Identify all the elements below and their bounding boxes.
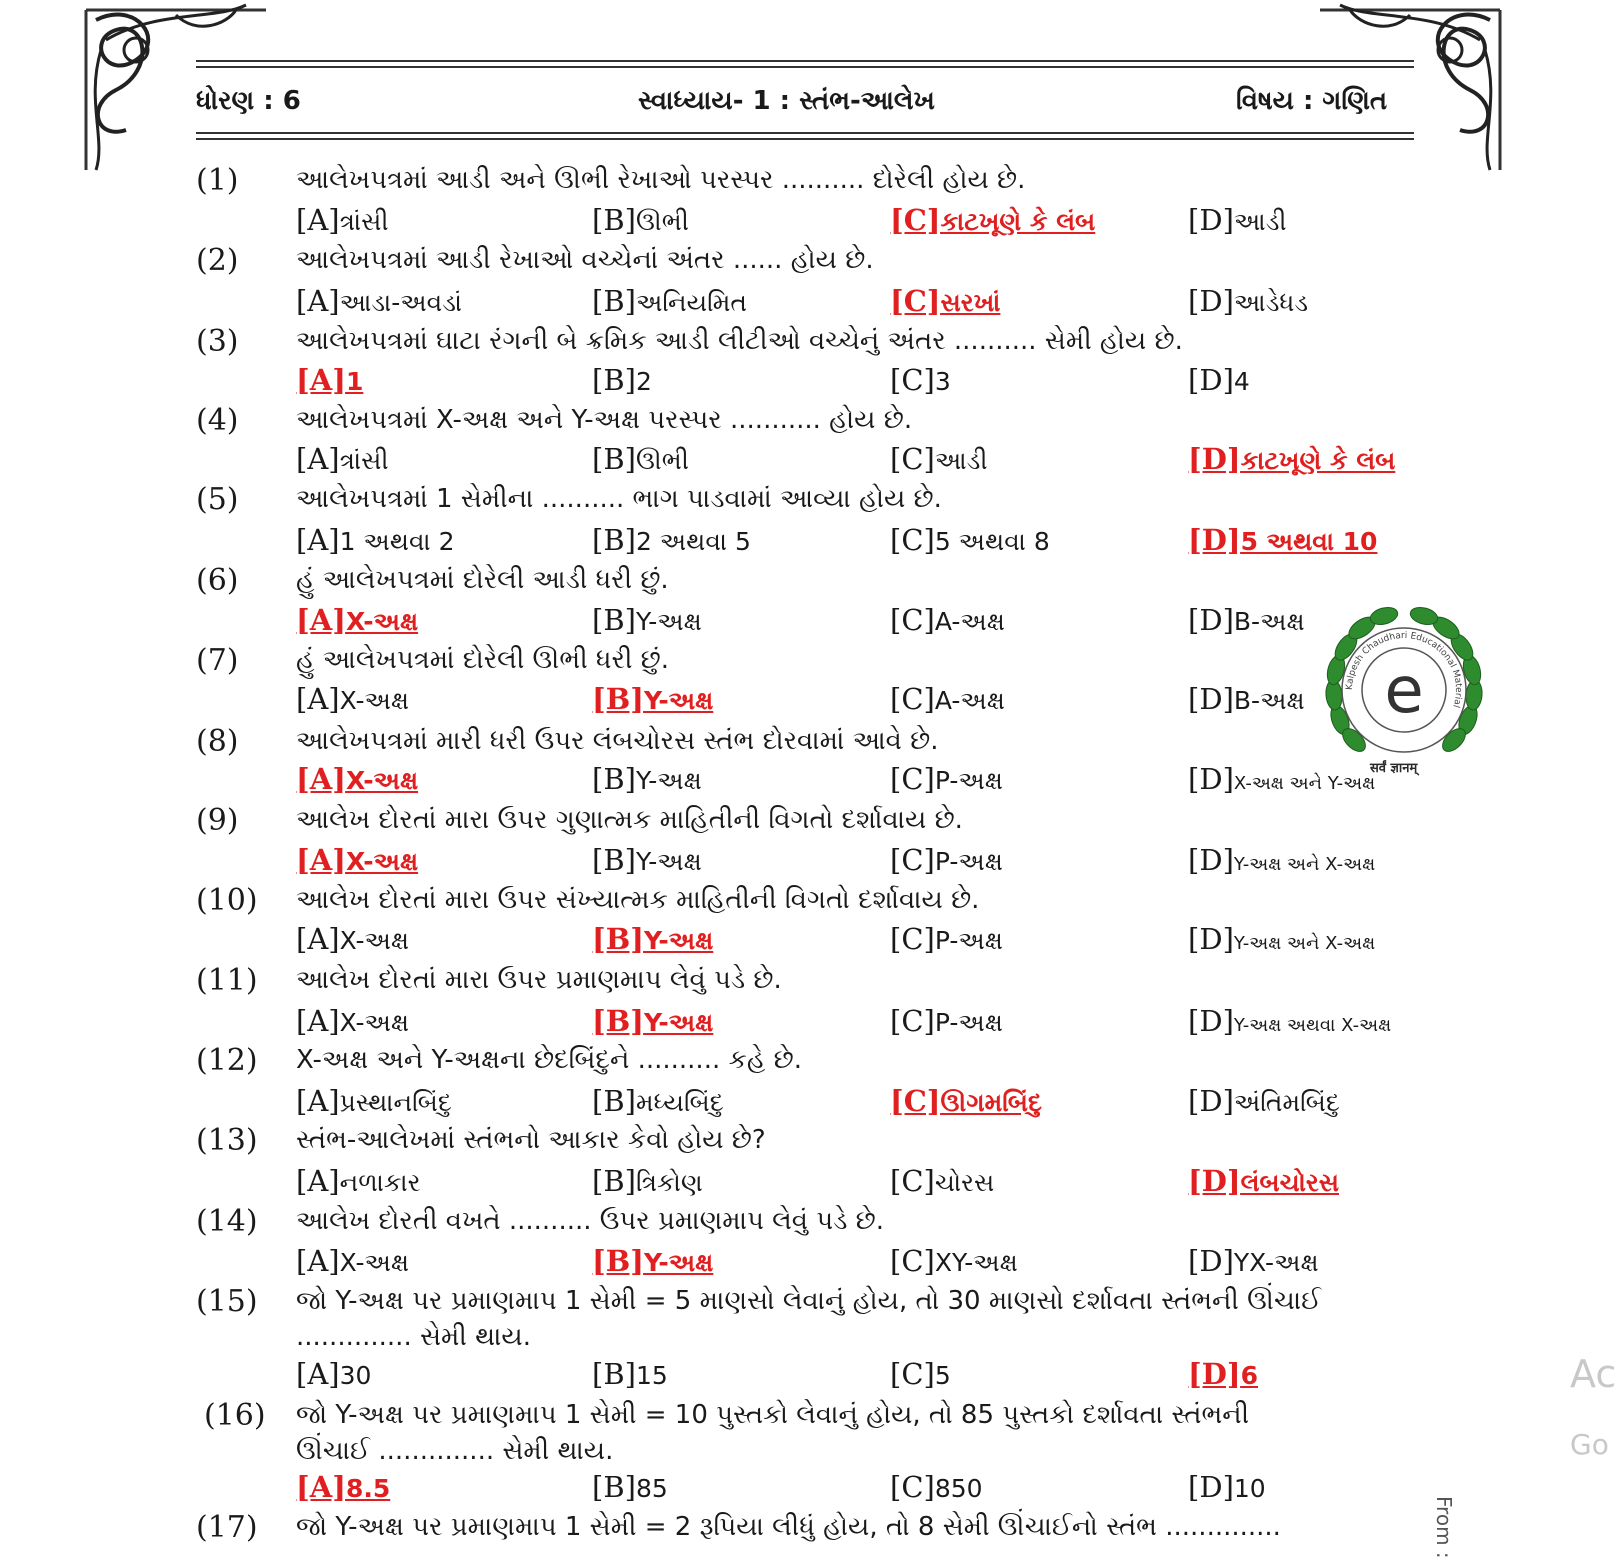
- option-label: [B]: [592, 363, 636, 397]
- option-d[interactable]: [1188, 922, 1375, 956]
- option-text: 30: [339, 1361, 372, 1390]
- question-text: આલેખપત્રમાં આડી રેખાઓ વચ્ચેનાં અંતર ...... હોય છે.: [296, 245, 874, 275]
- option-text: B-અક્ષ: [1233, 607, 1305, 636]
- option-a[interactable]: [296, 1164, 421, 1198]
- option-text: X-અક્ષ: [339, 1008, 410, 1037]
- question-text: સ્તંભ-આલેખમાં સ્તંભનો આકાર કેવો હોય છે?: [296, 1125, 766, 1155]
- option-c[interactable]: [890, 922, 1003, 956]
- option-b[interactable]: [592, 1164, 703, 1198]
- option-c[interactable]: [890, 284, 1000, 318]
- option-a[interactable]: [296, 762, 418, 796]
- question-number: (4): [196, 403, 239, 438]
- option-c[interactable]: [890, 523, 1050, 557]
- option-b[interactable]: [592, 1004, 713, 1038]
- option-a[interactable]: [296, 603, 418, 637]
- question-text: આલેખપત્રમાં X-અક્ષ અને Y-અક્ષ પરસ્પર ........... હોય છે.: [296, 405, 913, 435]
- option-text: P-અક્ષ: [934, 847, 1003, 876]
- question-text: .............. સેમી થાય.: [296, 1322, 531, 1352]
- option-d[interactable]: [1188, 203, 1287, 237]
- question-text: ઊંચાઈ .............. સેમી થાય.: [296, 1436, 614, 1466]
- option-label: [C]: [890, 1004, 935, 1038]
- option-c[interactable]: [890, 1164, 994, 1198]
- option-label: [C]: [890, 1470, 935, 1504]
- option-text: 4: [1233, 367, 1250, 396]
- option-b[interactable]: [592, 1084, 724, 1118]
- question-number: (5): [196, 482, 239, 517]
- option-a[interactable]: [296, 682, 409, 716]
- header-subject: વિષય : ગણિત: [1236, 86, 1388, 116]
- option-d[interactable]: [1188, 682, 1305, 716]
- option-label: [A]: [296, 1357, 340, 1391]
- question-text: આલેખપત્રમાં આડી અને ઊભી રેખાઓ પરસ્પર .......... દોરેલી હોય છે.: [296, 165, 1026, 195]
- question-text: જો Y-અક્ષ પર પ્રમાણમાપ 1 સેમી = 10 પુસ્તકો લેવાનું હોય, તો 85 પુસ્તકો દર્શાવતા સ્તંભની: [296, 1400, 1250, 1430]
- option-text: 5 અથવા 8: [934, 527, 1050, 556]
- question-number: (6): [196, 563, 239, 598]
- option-text: X-અક્ષ: [339, 1248, 410, 1277]
- option-a[interactable]: [296, 1470, 390, 1504]
- option-text: 85: [635, 1474, 668, 1503]
- option-text: X-અક્ષ: [339, 926, 410, 955]
- question-text: આલેખ દોરતી વખતે .......... ઉપર પ્રમાણમાપ લેવું પડે છે.: [296, 1206, 885, 1236]
- option-label: [D]: [1188, 1357, 1241, 1391]
- question-text: આલેખ દોરતાં મારા ઉપર ગુણાત્મક માહિતીની વિગતો દર્શાવાય છે.: [296, 805, 963, 835]
- option-label: [C]: [890, 203, 941, 237]
- option-label: [D]: [1188, 922, 1234, 956]
- option-text: X-અક્ષ: [339, 686, 410, 715]
- option-c[interactable]: [890, 1004, 1003, 1038]
- option-c[interactable]: [890, 1084, 1042, 1118]
- option-label: [C]: [890, 922, 935, 956]
- option-label: [D]: [1188, 523, 1241, 557]
- option-label: [D]: [1188, 843, 1234, 877]
- option-label: [A]: [296, 1244, 340, 1278]
- option-label: [C]: [890, 442, 935, 476]
- option-d[interactable]: [1188, 442, 1395, 476]
- option-label: [B]: [592, 1357, 636, 1391]
- question-number: (7): [196, 643, 239, 678]
- option-label: [C]: [890, 1357, 935, 1391]
- option-c[interactable]: [890, 1244, 1018, 1278]
- question-text: આલેખ દોરતાં મારા ઉપર પ્રમાણમાપ લેવું પડે છે.: [296, 965, 782, 995]
- question-number: (14): [196, 1204, 258, 1239]
- option-text: ઊગમબિંદુ: [940, 1088, 1042, 1117]
- option-label: [B]: [592, 682, 644, 716]
- header-rule-bottom: [196, 132, 1414, 140]
- option-label: [A]: [296, 922, 340, 956]
- option-text: અનિયમિત: [635, 288, 747, 317]
- option-c[interactable]: [890, 442, 988, 476]
- option-text: P-અક્ષ: [934, 766, 1003, 795]
- question-text: આલેખ દોરતાં મારા ઉપર સંખ્યાત્મક માહિતીની વિગતો દર્શાવાય છે.: [296, 885, 980, 915]
- option-label: [A]: [296, 1084, 340, 1118]
- option-label: [C]: [890, 1164, 935, 1198]
- option-text: B-અક્ષ: [1233, 686, 1305, 715]
- option-label: [D]: [1188, 603, 1234, 637]
- option-c[interactable]: [890, 682, 1005, 716]
- option-label: [D]: [1188, 442, 1241, 476]
- option-label: [A]: [296, 1164, 340, 1198]
- option-text: 3: [934, 367, 951, 396]
- option-label: [C]: [890, 762, 935, 796]
- option-label: [C]: [890, 682, 935, 716]
- option-text: P-અક્ષ: [934, 926, 1003, 955]
- option-text: P-અક્ષ: [934, 1008, 1003, 1037]
- header-rule-top: [196, 60, 1414, 68]
- option-b[interactable]: [592, 284, 747, 318]
- option-text: X-અક્ષ: [345, 607, 419, 636]
- question-number: (15): [196, 1284, 258, 1319]
- option-label: [D]: [1188, 1084, 1234, 1118]
- option-text: સરખાં: [940, 288, 1001, 317]
- option-b[interactable]: [592, 523, 751, 557]
- option-label: [D]: [1188, 1244, 1234, 1278]
- question-number: (9): [196, 803, 239, 838]
- option-label: [A]: [296, 762, 346, 796]
- option-label: [C]: [890, 843, 935, 877]
- option-label: [B]: [592, 843, 636, 877]
- option-label: [B]: [592, 1244, 644, 1278]
- option-b[interactable]: [592, 1244, 713, 1278]
- option-text: કાટખૂણે કે લંબ: [940, 207, 1096, 236]
- option-a[interactable]: [296, 843, 418, 877]
- option-a[interactable]: [296, 1084, 452, 1118]
- option-text: 6: [1240, 1361, 1258, 1390]
- option-label: [D]: [1188, 203, 1234, 237]
- watermark-line2: Go: [1570, 1428, 1609, 1461]
- question-number: (10): [196, 883, 258, 918]
- option-text: Y-અક્ષ: [643, 1248, 714, 1277]
- question-text: જો Y-અક્ષ પર પ્રમાણમાપ 1 સેમી = 2 રૂપિયા લીધું હોય, તો 8 સેમી ઊંચાઈનો સ્તંભ ..............: [296, 1512, 1281, 1542]
- option-label: [B]: [592, 922, 644, 956]
- option-b[interactable]: [592, 762, 702, 796]
- option-a[interactable]: [296, 203, 388, 237]
- option-text: 2: [635, 367, 652, 396]
- option-c[interactable]: [890, 203, 1095, 237]
- question-text: આલેખપત્રમાં ઘાટા રંગની બે ક્રમિક આડી લીટીઓ વચ્ચેનું અંતર .......... સેમી હોય છે.: [296, 326, 1183, 356]
- option-label: [B]: [592, 203, 636, 237]
- option-label: [A]: [296, 1470, 346, 1504]
- option-label: [B]: [592, 1164, 636, 1198]
- option-label: [C]: [890, 603, 935, 637]
- option-text: YX-અક્ષ: [1233, 1248, 1319, 1277]
- option-d[interactable]: [1188, 843, 1375, 877]
- option-label: [A]: [296, 843, 346, 877]
- option-d[interactable]: [1188, 523, 1377, 557]
- option-text: 1 અથવા 2: [339, 527, 455, 556]
- question-number: (17): [196, 1510, 258, 1545]
- option-b[interactable]: [592, 442, 689, 476]
- header-title: સ્વાધ્યાય- 1 : સ્તંભ-આલેખ: [638, 86, 935, 116]
- option-label: [B]: [592, 442, 636, 476]
- option-text: 5 અથવા 10: [1240, 527, 1378, 556]
- option-label: [A]: [296, 363, 346, 397]
- question-number: (1): [196, 163, 239, 198]
- option-b[interactable]: [592, 363, 652, 397]
- option-c[interactable]: [890, 762, 1003, 796]
- option-c[interactable]: [890, 363, 951, 397]
- option-text: X-અક્ષ: [345, 766, 419, 795]
- option-label: [A]: [296, 603, 346, 637]
- option-text: 5: [934, 1361, 951, 1390]
- question-text: X-અક્ષ અને Y-અક્ષના છેદબિંદુને .......... કહે છે.: [296, 1045, 802, 1075]
- option-label: [B]: [592, 523, 636, 557]
- option-label: [A]: [296, 284, 340, 318]
- option-d[interactable]: [1188, 363, 1250, 397]
- option-a[interactable]: [296, 922, 409, 956]
- seal-motto: सर्वं ज्ञानम्: [1370, 761, 1418, 776]
- option-a[interactable]: [296, 284, 462, 318]
- option-label: [C]: [890, 1244, 935, 1278]
- option-label: [D]: [1188, 284, 1234, 318]
- option-text: નળાકાર: [339, 1168, 421, 1197]
- question-text: હું આલેખપત્રમાં દોરેલી ઊભી ધરી છું.: [296, 645, 670, 675]
- option-text: X-અક્ષ: [345, 847, 419, 876]
- option-label: [D]: [1188, 363, 1234, 397]
- option-a[interactable]: [296, 442, 388, 476]
- option-d[interactable]: [1188, 1244, 1319, 1278]
- question-number: (11): [196, 963, 258, 998]
- option-label: [B]: [592, 1084, 636, 1118]
- option-text: 850: [934, 1474, 983, 1503]
- option-text: ત્રિકોણ: [635, 1168, 703, 1197]
- option-text: ઊભી: [635, 446, 689, 475]
- option-text: A-અક્ષ: [934, 607, 1005, 636]
- option-label: [D]: [1188, 1004, 1234, 1038]
- option-text: ત્રાંસી: [339, 207, 389, 236]
- option-label: [C]: [890, 1084, 941, 1118]
- question-text: હું આલેખપત્રમાં દોરેલી આડી ધરી છું.: [296, 565, 669, 595]
- option-label: [A]: [296, 1004, 340, 1038]
- question-text: જો Y-અક્ષ પર પ્રમાણમાપ 1 સેમી = 5 માણસો લેવાનું હોય, તો 30 માણસો દર્શાવતા સ્તંભની ઊંચાઈ: [296, 1286, 1322, 1316]
- option-text: મધ્યબિંદુ: [635, 1088, 724, 1117]
- option-a[interactable]: [296, 523, 455, 557]
- option-c[interactable]: [890, 843, 1003, 877]
- option-b[interactable]: [592, 682, 713, 716]
- option-a[interactable]: [296, 1357, 371, 1391]
- option-d[interactable]: [1188, 1357, 1258, 1391]
- option-text: 1: [345, 367, 364, 396]
- option-label: [C]: [890, 363, 935, 397]
- question-text: આલેખપત્રમાં 1 સેમીના .......... ભાગ પાડવામાં આવ્યા હોય છે.: [296, 484, 942, 514]
- option-text: ઊભી: [635, 207, 689, 236]
- option-text: આડા-અવડાં: [339, 288, 463, 317]
- question-number: (16): [204, 1398, 266, 1433]
- option-label: [A]: [296, 682, 340, 716]
- publisher-seal: [1318, 590, 1490, 786]
- svg-text:e: e: [1384, 654, 1424, 728]
- option-label: [B]: [592, 1470, 636, 1504]
- option-text: 2 અથવા 5: [635, 527, 751, 556]
- option-text: Y-અક્ષ અથવા X-અક્ષ: [1233, 1015, 1392, 1036]
- option-text: 15: [635, 1361, 668, 1390]
- option-d[interactable]: [1188, 1004, 1391, 1038]
- question-number: (8): [196, 724, 239, 759]
- option-text: Y-અક્ષ: [635, 766, 702, 795]
- option-b[interactable]: [592, 843, 702, 877]
- option-a[interactable]: [296, 1004, 409, 1038]
- option-b[interactable]: [592, 1357, 668, 1391]
- question-number: (13): [196, 1123, 258, 1158]
- option-label: [C]: [890, 523, 935, 557]
- option-label: [D]: [1188, 1164, 1241, 1198]
- option-a[interactable]: [296, 1244, 409, 1278]
- option-text: Y-અક્ષ: [635, 607, 702, 636]
- question-number: (12): [196, 1043, 258, 1078]
- option-label: [A]: [296, 523, 340, 557]
- option-text: Y-અક્ષ: [635, 847, 702, 876]
- option-b[interactable]: [592, 1470, 668, 1504]
- option-text: આડેધડ: [1233, 288, 1309, 317]
- side-note: From :: [1432, 1496, 1456, 1559]
- option-text: પ્રસ્થાનબિંદુ: [339, 1088, 452, 1117]
- option-text: XY-અક્ષ: [934, 1248, 1018, 1277]
- option-label: [B]: [592, 1004, 644, 1038]
- option-text: અંતિમબિંદુ: [1233, 1088, 1340, 1117]
- option-label: [B]: [592, 284, 636, 318]
- option-b[interactable]: [592, 603, 702, 637]
- option-d[interactable]: [1188, 1470, 1266, 1504]
- option-text: X-અક્ષ અને Y-અક્ષ: [1233, 773, 1376, 794]
- option-c[interactable]: [890, 603, 1005, 637]
- option-label: [B]: [592, 603, 636, 637]
- option-text: A-અક્ષ: [934, 686, 1005, 715]
- option-text: કાટખૂણે કે લંબ: [1240, 446, 1396, 475]
- question-number: (2): [196, 243, 239, 278]
- option-label: [D]: [1188, 1470, 1234, 1504]
- option-text: આડી: [934, 446, 988, 475]
- header-grade: ધોરણ : 6: [196, 86, 301, 116]
- option-b[interactable]: [592, 922, 713, 956]
- option-text: ચોરસ: [934, 1168, 995, 1197]
- option-a[interactable]: [296, 363, 363, 397]
- option-text: Y-અક્ષ: [643, 1008, 714, 1037]
- option-text: ત્રાંસી: [339, 446, 389, 475]
- option-text: Y-અક્ષ: [643, 686, 714, 715]
- option-text: 8.5: [345, 1474, 391, 1503]
- option-label: [D]: [1188, 682, 1234, 716]
- question-number: (3): [196, 324, 239, 359]
- question-text: આલેખપત્રમાં મારી ધરી ઉપર લંબચોરસ સ્તંભ દોરવામાં આવે છે.: [296, 726, 939, 756]
- option-b[interactable]: [592, 203, 689, 237]
- watermark-line1: Ac: [1570, 1352, 1616, 1396]
- option-c[interactable]: [890, 1357, 951, 1391]
- option-label: [B]: [592, 762, 636, 796]
- svg-text:Kalpesh Chaudhari Educational: Kalpesh Chaudhari Educational Material: [1344, 630, 1464, 709]
- option-d[interactable]: [1188, 1084, 1340, 1118]
- option-label: [D]: [1188, 762, 1234, 796]
- option-c[interactable]: [890, 1470, 983, 1504]
- option-text: Y-અક્ષ અને X-અક્ષ: [1233, 933, 1376, 954]
- option-text: Y-અક્ષ અને X-અક્ષ: [1233, 854, 1376, 875]
- option-d[interactable]: [1188, 1164, 1339, 1198]
- option-d[interactable]: [1188, 284, 1308, 318]
- option-d[interactable]: [1188, 603, 1305, 637]
- option-text: 10: [1233, 1474, 1266, 1503]
- option-text: Y-અક્ષ: [643, 926, 714, 955]
- option-text: આડી: [1233, 207, 1287, 236]
- option-label: [C]: [890, 284, 941, 318]
- option-label: [A]: [296, 442, 340, 476]
- option-label: [A]: [296, 203, 340, 237]
- option-text: લંબચોરસ: [1240, 1168, 1339, 1197]
